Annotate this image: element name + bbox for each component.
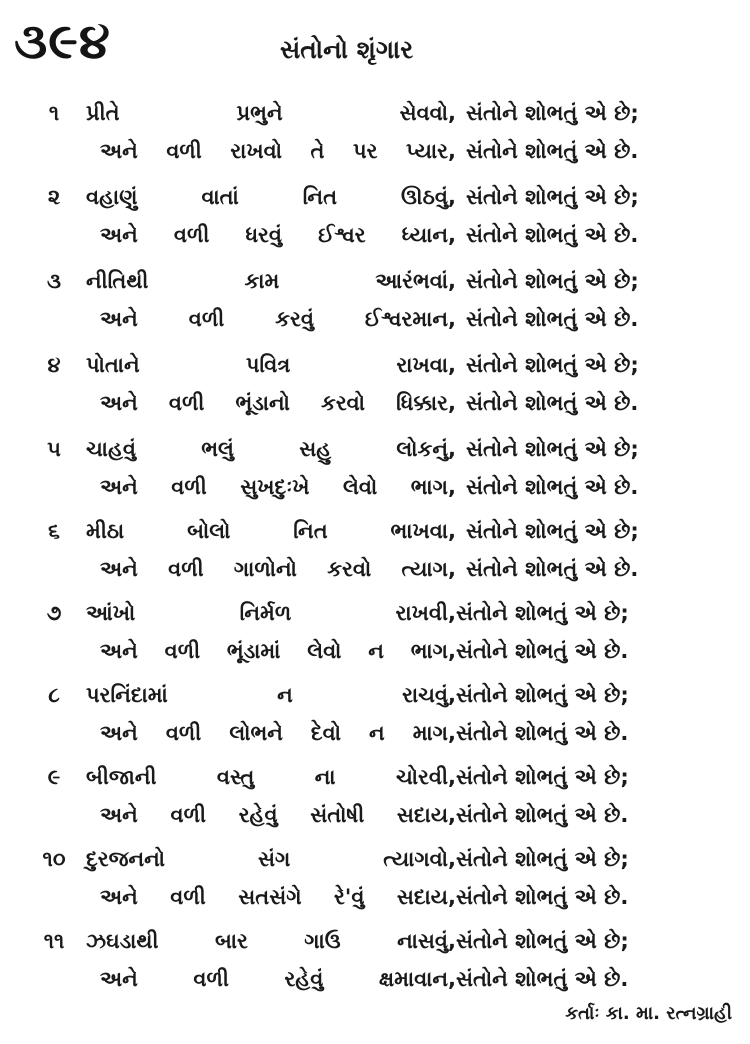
verse-word: અને <box>100 967 138 991</box>
verse-word: ત્યાગવો, <box>383 847 456 871</box>
verse-word: અને <box>100 885 138 909</box>
verse-word: ઝઘડાથી <box>86 929 159 953</box>
verse-word: વળી <box>170 803 206 827</box>
verse-word: વસ્તુ <box>216 765 255 789</box>
verse-word: વળી <box>165 721 202 745</box>
verse-word: બીજાની <box>86 765 157 789</box>
verse-word: રાખવો <box>230 139 282 163</box>
verse-line-first <box>86 758 456 796</box>
verse-word: નાસવું, <box>397 929 456 953</box>
verse-line-first <box>86 346 456 384</box>
verse-word: પરનિંદામાં <box>86 683 168 707</box>
verse-word: રાચવું, <box>402 683 456 707</box>
verse-word: ઈશ્વર <box>318 223 366 247</box>
verse-number: ૭ <box>46 601 62 625</box>
verse-word: પ્રીતે <box>86 101 120 125</box>
verse-line-second <box>100 468 456 506</box>
verse-word: ન <box>368 639 384 663</box>
refrain-second: સંતોને શોભતું એ છે. <box>456 967 629 991</box>
verse-word: તે <box>310 139 325 163</box>
verse-word: ઊઠવું, <box>400 185 456 209</box>
verse-block <box>0 346 750 426</box>
verse-block <box>0 922 750 1002</box>
verse-word: ભૂંડાનો <box>235 391 290 415</box>
verse-word: રાખવી, <box>395 601 456 625</box>
verse-number: ૮ <box>48 683 60 707</box>
verse-word: ભાખવા, <box>390 519 456 543</box>
verse-line-first <box>86 922 456 960</box>
verse-word: ભલું <box>201 437 234 461</box>
verse-line-first <box>86 676 456 714</box>
verse-word: રે'વું <box>334 885 365 909</box>
refrain-first: સંતોને શોભતું એ છે; <box>456 929 629 953</box>
verse-word: નિત <box>302 185 338 209</box>
verse-word: અને <box>100 307 138 331</box>
refrain-second: સંતોને શોભતું એ છે. <box>456 885 629 909</box>
verse-word: આંખો <box>86 601 136 625</box>
verse-word: ના <box>314 765 336 789</box>
verse-block <box>0 512 750 592</box>
refrain-second: સંતોને શોભતું એ છે. <box>456 639 629 663</box>
verse-block <box>0 430 750 510</box>
refrain-first: સંતોને શોભતું એ છે; <box>456 601 629 625</box>
verse-block <box>0 840 750 920</box>
verse-word: મીઠા <box>86 519 125 543</box>
refrain-first: સંતોને શોભતું એ છે; <box>466 185 639 209</box>
verse-number: ૫ <box>47 437 61 461</box>
verse-word: લોભને <box>229 721 283 745</box>
verse-word: કામ <box>244 269 280 293</box>
verse-word: ઈશ્વરમાન, <box>364 307 456 331</box>
verse-word: વળી <box>168 557 204 581</box>
verse-line-second <box>100 300 456 338</box>
verse-word: વળી <box>171 475 207 499</box>
verse-word: ભાગ, <box>410 639 456 663</box>
verse-block <box>0 676 750 756</box>
refrain-second: સંતોને શોભતું એ છે. <box>456 721 629 745</box>
verse-line-second <box>100 550 456 588</box>
verse-word: અને <box>100 721 138 745</box>
verse-word: વળી <box>168 391 205 415</box>
verse-word: સતસંગે <box>238 885 302 909</box>
verse-word: ન <box>277 683 293 707</box>
verse-word: વળી <box>166 139 202 163</box>
verse-word: સેવવો, <box>399 101 456 125</box>
verse-word: પર <box>352 139 378 163</box>
refrain-second: સંતોને શોભતું એ છે. <box>466 223 639 247</box>
verse-number: ૩ <box>47 269 61 293</box>
verse-number: ૬ <box>48 519 60 543</box>
verse-line-first <box>86 262 456 300</box>
verse-word: સદાય, <box>396 885 456 909</box>
verse-word: સુખદુઃખે <box>240 475 310 499</box>
refrain-second: સંતોને શોભતું એ છે. <box>466 391 639 415</box>
verse-word: અને <box>100 803 138 827</box>
verse-word: દુરજનનો <box>86 847 166 871</box>
verse-word: અને <box>100 475 138 499</box>
verse-word: ક્ષમાવાન, <box>378 967 456 991</box>
verse-word: પ્રભુને <box>236 101 283 125</box>
verse-word: પવિત્ર <box>245 353 291 377</box>
verse-word: પોતાને <box>86 353 140 377</box>
verse-word: વળી <box>188 307 225 331</box>
verse-word: દેવો <box>310 721 341 745</box>
verse-word: કરવો <box>327 557 372 581</box>
verse-word: રાખવા, <box>396 353 456 377</box>
verse-word: ચાહવું <box>86 437 136 461</box>
verse-word: રહેવું <box>238 803 278 827</box>
verse-line-first <box>86 430 456 468</box>
verse-word: માગ, <box>412 721 456 745</box>
verse-word: કરવું <box>275 307 314 331</box>
verse-number: ૯ <box>47 765 61 789</box>
verse-word: વળી <box>164 639 201 663</box>
verse-line-second <box>100 960 456 998</box>
verse-word: લેવો <box>343 475 378 499</box>
verse-line-first <box>86 512 456 550</box>
refrain-first: સંતોને શોભતું એ છે; <box>456 683 629 707</box>
verse-word: સંગ <box>257 847 291 871</box>
verse-word: સહુ <box>299 437 332 461</box>
refrain-second: સંતોને શોભતું એ છે. <box>466 475 639 499</box>
verse-word: અને <box>100 391 138 415</box>
verse-word: ન <box>369 721 385 745</box>
verse-line-second <box>100 384 456 422</box>
verse-line-second <box>100 632 456 670</box>
refrain-second: સંતોને શોભતું એ છે. <box>466 557 639 581</box>
verse-number: ૧૧ <box>43 929 65 953</box>
verse-word: અને <box>100 639 138 663</box>
refrain-first: સંતોને શોભતું એ છે; <box>466 353 639 377</box>
hymn-title: સંતોનો શૃંગાર <box>280 35 414 64</box>
refrain-first: સંતોને શોભતું એ છે; <box>466 101 639 125</box>
verse-word: ગાઉ <box>304 929 341 953</box>
verse-word: અને <box>100 139 138 163</box>
verse-word: ભાગ, <box>410 475 456 499</box>
verse-word: લેવો <box>307 639 342 663</box>
refrain-first: સંતોને શોભતું એ છે; <box>456 847 629 871</box>
verse-line-second <box>100 216 456 254</box>
verse-line-second <box>100 796 456 834</box>
verse-word: ધ્યાન, <box>401 223 456 247</box>
verse-number: ૪ <box>47 353 61 377</box>
verse-word: વળી <box>193 967 229 991</box>
verse-block <box>0 758 750 838</box>
verse-word: રહેવું <box>284 967 324 991</box>
verse-word: કરવો <box>321 391 366 415</box>
verse-word: સદાય, <box>396 803 456 827</box>
verse-word: અને <box>100 223 138 247</box>
verse-word: અને <box>100 557 138 581</box>
verse-line-second <box>100 714 456 752</box>
verse-number: ૨ <box>47 185 61 209</box>
verse-number: ૧૦ <box>42 847 66 871</box>
verse-word: ત્યાગ, <box>401 557 456 581</box>
verse-line-second <box>100 132 456 170</box>
verse-line-second <box>100 878 456 916</box>
verse-word: નિત <box>293 519 328 543</box>
verse-word: લોકનું, <box>396 437 456 461</box>
verse-line-first <box>86 178 456 216</box>
refrain-first: સંતોને શોભતું એ છે; <box>466 269 639 293</box>
refrain-second: સંતોને શોભતું એ છે. <box>466 307 639 331</box>
verse-word: ધિક્કાર, <box>396 391 456 415</box>
refrain-first: સંતોને શોભતું એ છે; <box>466 437 639 461</box>
verse-word: આરંભવાં, <box>375 269 456 293</box>
verse-number: ૧ <box>48 101 60 125</box>
verse-word: વાતાં <box>201 185 239 209</box>
refrain-second: સંતોને શોભતું એ છે. <box>456 803 629 827</box>
author-credit: કર્તાઃ કા. મા. રત્નગ્રાહી <box>565 1003 732 1024</box>
verse-word: ચોરવી, <box>396 765 456 789</box>
verse-word: બાર <box>214 929 248 953</box>
verse-line-first <box>86 94 456 132</box>
verse-line-first <box>86 840 456 878</box>
verse-line-first <box>86 594 456 632</box>
verse-word: વળી <box>170 885 206 909</box>
refrain-second: સંતોને શોભતું એ છે. <box>466 139 639 163</box>
verse-word: વહાણું <box>86 185 138 209</box>
verse-word: વળી <box>173 223 210 247</box>
verse-block <box>0 262 750 342</box>
verse-word: નીતિથી <box>86 269 149 293</box>
verse-word: સંતોષી <box>310 803 365 827</box>
verse-word: પ્યાર, <box>406 139 456 163</box>
verse-word: ભૂંડામાં <box>226 639 281 663</box>
verse-word: બોલો <box>187 519 231 543</box>
verse-word: ધરવું <box>245 223 282 247</box>
verse-block <box>0 94 750 174</box>
verse-block <box>0 178 750 258</box>
verse-block <box>0 594 750 674</box>
verse-word: નિર્મળ <box>239 601 292 625</box>
refrain-first: સંતોને શોભતું એ છે; <box>456 765 629 789</box>
verse-word: ગાળોનો <box>233 557 297 581</box>
refrain-first: સંતોને શોભતું એ છે; <box>466 519 639 543</box>
hymn-number: ૩૯૪ <box>14 12 111 70</box>
